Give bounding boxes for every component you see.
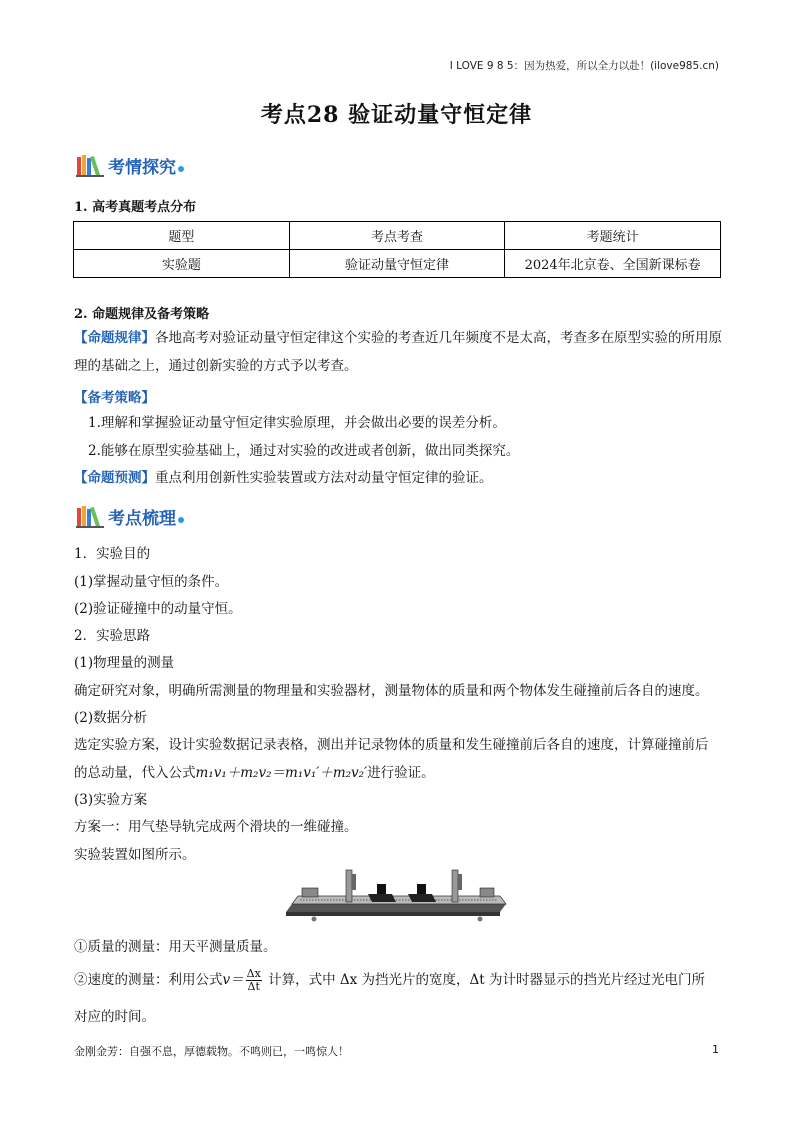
table-cell: 验证动量守恒定律 xyxy=(289,250,505,278)
prep-item: 1.理解和掌握验证动量守恒定律实验原理，并会做出必要的误差分析。 xyxy=(88,415,506,431)
body-line: (2)数据分析 xyxy=(74,710,148,726)
rule-text: 各地高考对验证动量守恒定律这个实验的考查近几年频度不是太高，考查多在原型实验的所用原理的基础之上，通过创新实验的方式予以考查。 xyxy=(74,330,722,374)
body-line: 方案一：用气垫导轨完成两个滑块的一维碰撞。 xyxy=(74,819,358,835)
table-cell: 实验题 xyxy=(74,250,290,278)
formula-tail: 进行验证。 xyxy=(367,765,435,781)
rule-paragraph xyxy=(74,324,726,380)
body-line-formula xyxy=(74,761,435,781)
dist-heading: 1. 高考真题考点分布 xyxy=(74,200,197,215)
body-line: (2)验证碰撞中的动量守恒。 xyxy=(74,601,242,617)
predict-text: 重点利用创新性实验装置或方法对动量守恒定律的验证。 xyxy=(155,470,493,486)
body-line: 对应的时间。 xyxy=(74,1009,155,1025)
page-number: 1 xyxy=(712,1043,719,1056)
body-line: (3)实验方案 xyxy=(74,792,148,808)
section-banner-knowledge xyxy=(76,503,184,529)
page-title: 考点28 验证动量守恒定律 xyxy=(260,102,533,128)
table-header-row xyxy=(74,222,721,250)
footer-motto: 金刚金芳：自强不息，厚德载物。不鸣则已，一鸣惊人！ xyxy=(74,1045,349,1058)
body-line: 确定研究对象，明确所需测量的物理量和实验器材，测量物体的质量和两个物体发生碰撞前后各自的速度。 xyxy=(74,683,709,699)
prep-tag: 【备考策略】 xyxy=(74,390,155,406)
section-banner-exam-analysis xyxy=(76,152,184,178)
books-icon xyxy=(76,504,106,528)
momentum-formula: m₁v₁＋m₂v₂＝m₁v₁′＋m₂v₂′ xyxy=(195,765,368,781)
velocity-explanation: 计算，式中 Δx 为挡光片的宽度，Δt 为计时器显示的挡光片经过光电门所 xyxy=(263,972,705,988)
predict-tag: 【命题预测】 xyxy=(74,470,155,486)
body-line: (1)物理量的测量 xyxy=(74,655,175,671)
table-row xyxy=(74,250,721,278)
column-header: 考题统计 xyxy=(505,222,721,250)
body-line: 1．实验目的 xyxy=(74,546,151,562)
bullet-dot-icon xyxy=(178,166,184,172)
fraction-numerator: Δx xyxy=(246,967,261,980)
section-label: 考情探究 xyxy=(108,157,176,178)
air-track-apparatus-figure xyxy=(284,866,514,926)
body-line: 选定实验方案，设计实验数据记录表格，测出并记录物体的质量和发生碰撞前后各自的速度，计算碰撞前后 xyxy=(74,737,709,753)
prep-item: 2.能够在原型实验基础上，通过对实验的改进或者创新，做出同类探究。 xyxy=(88,443,520,459)
exam-distribution-table xyxy=(73,221,721,278)
strategy-heading: 2. 命题规律及备考策略 xyxy=(74,307,210,322)
fraction-denominator: Δt xyxy=(247,980,260,993)
rule-tag: 【命题规律】 xyxy=(74,330,155,346)
velocity-fraction xyxy=(246,968,262,993)
books-icon xyxy=(76,153,106,177)
formula-lead: 的总动量，代入公式 xyxy=(74,765,196,781)
section-label: 考点梳理 xyxy=(108,508,176,529)
velocity-symbol: v＝ xyxy=(222,972,244,988)
body-line: 2．实验思路 xyxy=(74,628,151,644)
column-header: 考点考查 xyxy=(289,222,505,250)
body-line: 实验装置如图所示。 xyxy=(74,847,196,863)
column-header: 题型 xyxy=(74,222,290,250)
predict-paragraph xyxy=(74,466,493,486)
body-line: (1)掌握动量守恒的条件。 xyxy=(74,574,229,590)
header-note: I LOVE 9 8 5：因为热爱，所以全力以赴！(ilove985.cn) xyxy=(449,60,719,72)
body-line: ①质量的测量：用天平测量质量。 xyxy=(74,939,277,955)
bullet-dot-icon xyxy=(178,517,184,523)
velocity-formula-line xyxy=(74,968,705,993)
velocity-lead: ②速度的测量：利用公式 xyxy=(74,972,223,988)
table-cell: 2024年北京卷、全国新课标卷 xyxy=(505,250,721,278)
